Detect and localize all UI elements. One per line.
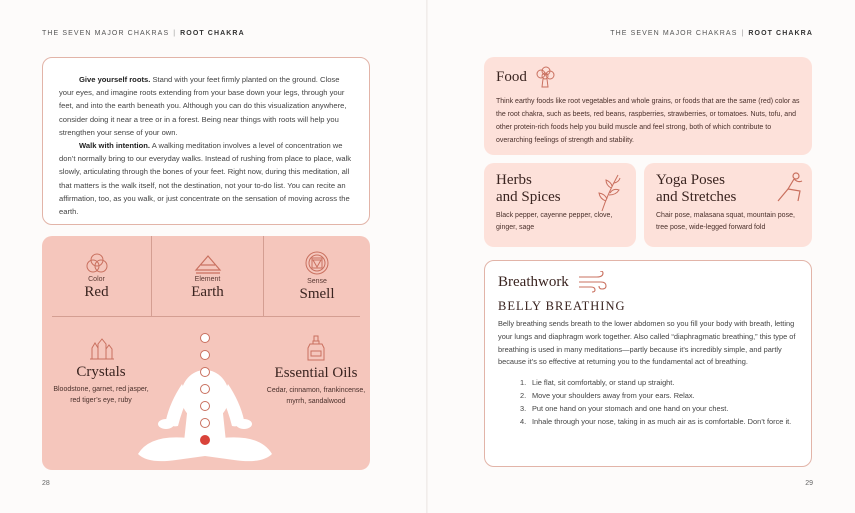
step-text: Lie flat, sit comfortably, or stand up straight. xyxy=(532,378,675,388)
practice-text-box xyxy=(42,57,370,225)
essential-oils-cell xyxy=(266,334,366,407)
paragraph-lead: Walk with intention. xyxy=(79,141,151,151)
sense-cell xyxy=(264,250,370,303)
breathwork-title: Breathwork xyxy=(498,273,569,290)
wind-swirl-icon xyxy=(577,271,607,293)
food-text: Think earthy foods like root vegetables and whole grains, or foods that are the same (red) color as the root chakra, such as beets, red beans, raspberries, strawberries, or tomatoes. Nuts, tofu, and other protein-rich foods help you build muscle and feel strong, both of which contribute to overarching feelings of strength and stability. xyxy=(496,98,800,144)
chapter-title: ROOT CHAKRA xyxy=(748,30,813,37)
step-number: 4. xyxy=(520,416,527,426)
left-page xyxy=(0,0,427,513)
paragraph-lead: Give yourself roots. xyxy=(79,75,151,84)
essential-oils-title: Essential Oils xyxy=(274,365,358,381)
crystals-text: Bloodstone, garnet, red jasper, red tiger’s eye, ruby xyxy=(53,386,149,404)
yoga-title-line2: and Stretches xyxy=(656,189,737,205)
book-title: THE SEVEN MAJOR CHAKRAS xyxy=(42,30,170,37)
chakra-dot xyxy=(201,385,210,394)
mountain-icon xyxy=(194,252,222,274)
step-text: Put one hand on your stomach and one hand on your chest. xyxy=(532,403,729,413)
divider xyxy=(52,316,360,317)
breathwork-title-row xyxy=(498,271,798,293)
list-item xyxy=(520,377,798,390)
chakra-attributes-panel xyxy=(42,236,370,470)
page-number: 29 xyxy=(805,480,813,487)
paragraph-body: A walking meditation involves a level of concentration we don’t normally bring to our everyday walks. Instead of rushing from place to place, walk slowly, articulating through the bones of your feet. Right now, during this meditation, all that matters is the walk itself, not the destination, not your to-do list. You can recite an affirmation, too, as you walk, or just concentrate on the sensation of moving across the earth. xyxy=(59,141,352,217)
right-page xyxy=(428,0,855,513)
breathwork-box xyxy=(484,260,812,467)
element-label: Element xyxy=(194,276,221,283)
separator: | xyxy=(173,30,177,37)
step-number: 2. xyxy=(520,390,527,400)
herbs-card xyxy=(484,163,636,247)
herbs-title-line1: Herbs xyxy=(496,172,532,188)
essential-oils-text: Cedar, cinnamon, frankincense, myrrh, sandalwood xyxy=(266,387,366,405)
oil-bottle-icon xyxy=(304,334,328,362)
running-head xyxy=(610,30,813,37)
list-item xyxy=(520,390,798,403)
root-chakra-symbol-icon xyxy=(304,250,330,276)
chapter-title: ROOT CHAKRA xyxy=(180,30,245,37)
yoga-pose-icon xyxy=(774,171,804,205)
chakra-dot xyxy=(201,402,210,411)
yoga-text: Chair pose, malasana squat, mountain pose, tree pose, wide-legged forward fold xyxy=(656,212,795,231)
page-number: 28 xyxy=(42,480,50,487)
broccoli-icon xyxy=(533,66,557,88)
list-item xyxy=(520,416,798,429)
element-value: Earth xyxy=(191,284,224,300)
step-text: Inhale through your nose, taking in as much air as is comfortable. Don’t force it. xyxy=(532,416,792,426)
running-head xyxy=(42,30,245,37)
step-number: 3. xyxy=(520,403,527,413)
herb-sprig-icon xyxy=(596,173,622,213)
chakra-dot xyxy=(201,419,210,428)
separator: | xyxy=(741,30,745,37)
breathwork-steps xyxy=(498,377,798,428)
yoga-card xyxy=(644,163,812,247)
meditating-figure-icon xyxy=(130,324,280,470)
chakra-dot xyxy=(201,368,210,377)
element-cell xyxy=(152,252,263,301)
herbs-title-line2: and Spices xyxy=(496,189,561,205)
paragraph-walk xyxy=(59,139,353,218)
color-cell xyxy=(42,252,151,301)
venn-circles-icon xyxy=(85,252,109,274)
sense-label: Sense xyxy=(307,278,327,285)
book-title: THE SEVEN MAJOR CHAKRAS xyxy=(610,30,738,37)
paragraph-roots xyxy=(59,73,353,139)
root-chakra-dot xyxy=(201,436,210,445)
crystals-title: Crystals xyxy=(76,364,126,380)
breathwork-subhead: BELLY BREATHING xyxy=(498,299,626,313)
breathwork-body: Belly breathing sends breath to the lower abdomen so you fill your body with breath, letting your lungs and diaphragm work together. Also called “diaphragmatic breathing,” this type of breathing is used in many meditations—partly because it’s incredibly simple, and partly because it’s so effective at returning you to the fundamental act of breathing. xyxy=(498,319,796,367)
chakra-dot xyxy=(201,351,210,360)
step-number: 1. xyxy=(520,378,527,388)
chakra-dot xyxy=(201,334,210,343)
crystals-icon xyxy=(86,337,116,361)
yoga-title-line1: Yoga Poses xyxy=(656,172,725,188)
food-title-row xyxy=(496,66,800,88)
herbs-text: Black pepper, cayenne pepper, clove, ginger, sage xyxy=(496,212,613,231)
food-card xyxy=(484,57,812,155)
food-title: Food xyxy=(496,68,527,85)
list-item xyxy=(520,403,798,416)
paragraph-body: Stand with your feet firmly planted on the ground. Close your eyes, and imagine roots extending from your base down your legs, through your feet, and into the earth beneath you. Although you can do this visualization anywhere, consider doing it near a tree or in a forest. Being near things with roots will help you strengthen your sense of your own. xyxy=(59,75,347,137)
step-text: Move your shoulders away from your ears. Relax. xyxy=(532,390,695,400)
color-label: Color xyxy=(88,276,105,283)
sense-value: Smell xyxy=(299,286,335,302)
color-value: Red xyxy=(84,284,109,300)
